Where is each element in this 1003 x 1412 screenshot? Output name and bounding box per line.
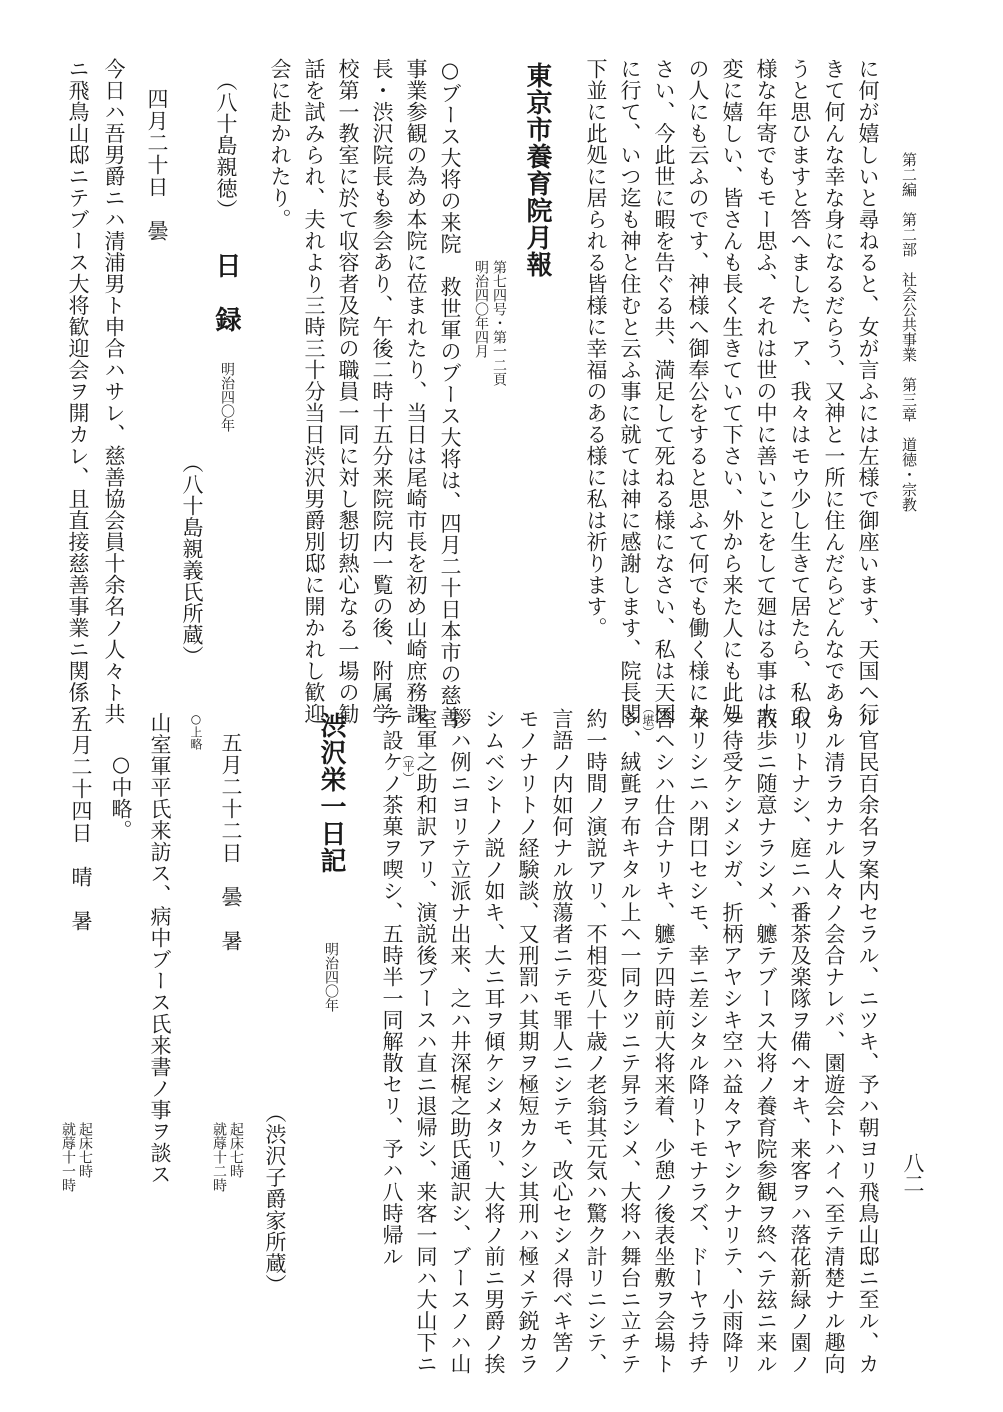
- bottom-line-1: ル官民百余名ヲ案内セラル、ニツキ、予ハ朝ヨリ飛鳥山邸ニ至ル、カ: [856, 708, 880, 1375]
- page-number: 八二: [901, 1152, 925, 1194]
- bottom-line-6: 来リシニハ閉口セシモ、幸ニ差シタル降リトモナラズ、ドーヤラ持チ: [686, 708, 710, 1375]
- entry2-time-sleep: 就蓐十一時: [60, 1122, 76, 1192]
- diary-line-1: 今日ハ吾男爵ニハ清浦男ト申合ハサレ、慈善協会員十余名ノ人々ト共: [102, 58, 126, 725]
- diary2-source: （渋沢子爵家所蔵）: [263, 1102, 287, 1296]
- top-line-9: 下並に此処に居られる皆様に幸福のある様に私は祈ります。: [584, 58, 608, 639]
- diary-line-2: ニ飛鳥山邸ニテブース大将歓迎会ヲ開カレ、且直接慈善事業ニ関係ア: [66, 58, 90, 725]
- report-line-6: 会に赴かれたり。: [268, 58, 292, 230]
- top-line-4: 様な年寄でもモー思ふ、それは世の中に善いことをして廻はる事は大: [754, 58, 778, 725]
- diary-source: （八十島親義氏所蔵）: [180, 452, 204, 667]
- report-issue: 第七四号・第一二頁: [491, 260, 507, 386]
- entry1-time-wake: 起床七時: [228, 1122, 244, 1178]
- bottom-line-4: 散歩ニ随意ナラシメ、軈テブース大将ノ養育院参観ヲ終ヘテ玆ニ来ル: [754, 708, 778, 1375]
- bottom-line-3: 取リトナシ、庭ニハ番茶及楽隊ヲ備ヘオキ、来客ヲハ落花新緑ノ園ノ: [788, 708, 812, 1375]
- top-line-1: に何が嬉しいと尋ねると、女が言ふには左様で御座います、天国へ行: [856, 58, 880, 725]
- bottom-line-7: 答ヘシハ仕合ナリキ、軈テ四時前大将来着、少憩ノ後表坐敷ヲ会場ト: [652, 708, 676, 1375]
- diary2-title: 渋沢栄一日記: [316, 712, 346, 874]
- report-line-2: 事業参観の為め本院に莅まれたり、当日は尾崎市長を初め山崎庶務課: [404, 58, 428, 725]
- top-line-2: きて何んな幸な身になるだらう、又神と一所に住んだらどんなであら: [822, 58, 846, 725]
- running-header: 第二編 第二部 社会公共事業 第三章 道徳・宗教: [900, 152, 918, 512]
- entry1-date: 五月二十二日 曇 暑: [219, 732, 243, 952]
- diary-date: 四月二十日 曇: [145, 88, 169, 242]
- bottom-line-12: シムベシトノ説ノ如キ、大ニ耳ヲ傾ケシメタリ、大将ノ前ニ男爵ノ挨: [482, 708, 506, 1375]
- report-line-1: ○ブース大将の来院 救世軍のブース大将は、四月二十日本市の慈善: [438, 58, 462, 728]
- diary-title: 日 録: [211, 252, 241, 333]
- entry2-date: 五月二十四日 晴 暑: [69, 712, 93, 932]
- bottom-line-14: 室軍之助和訳アリ、演説後ブースハ直ニ退帰シ、来客一同ハ大山下ニ: [414, 708, 438, 1375]
- ruby-annotation-hei: （平）: [401, 748, 415, 784]
- bottom-line-15: テ設ケノ茶菓ヲ喫シ、五時半一同解散セリ、予ハ八時帰ル: [380, 708, 404, 1267]
- entry1-time-sleep: 就蓐十二時: [211, 1122, 227, 1192]
- top-line-6: の人にも云ふのです、神様へ御奉公をすると思ふて何でも働く様にな: [686, 58, 710, 725]
- ruby-annotation-tai: （堪）: [641, 702, 655, 738]
- top-line-3: うと思ひますと答へました、ア、我々はモウ少し生きて居たら、私の: [788, 58, 812, 725]
- bottom-line-8: シ、絨氈ヲ布キタル上ヘ一同クツニテ昇ラシメ、大将ハ舞台ニ立チテ: [618, 708, 642, 1375]
- bottom-line-9: 約一時間ノ演説アリ、不相変八十歳ノ老翁其元気ハ驚ク計リニシテ、: [584, 708, 608, 1375]
- bottom-line-11: モノナリトノ経験談、又刑罰ハ其期ヲ極短カクシ其刑ハ極メテ鋭カラ: [516, 708, 540, 1375]
- report-line-4: 校第一教室に於て収容者及院の職員一同に対し懇切熱心なる一場の勧: [336, 58, 360, 725]
- report-line-3: 長・渋沢院長も参会あり、午後二時十五分来院院内一覧の後、附属学: [370, 58, 394, 725]
- bottom-line-5: ヲ待受ケシメシガ、折柄アヤシキ空ハ益々アヤシクナリテ、小雨降リ: [720, 708, 744, 1375]
- top-line-5: 変に嬉しい、皆さんも長く生きていて下さい、外から来た人にも此処: [720, 58, 744, 725]
- entry2-time-wake: 起床七時: [77, 1122, 93, 1178]
- top-line-7: さい、今此世に暇を告ぐる共、満足して死ねる様になさい、私は天国: [652, 58, 676, 725]
- report-title: 東京市養育院月報: [522, 62, 552, 278]
- report-date: 明治四〇年四月: [473, 260, 489, 358]
- diary-year: 明治四〇年: [219, 362, 235, 432]
- entry1-text: 山室軍平氏来訪ス、病中ブース氏来書ノ事ヲ談ス: [148, 712, 172, 1185]
- diary2-year: 明治四〇年: [323, 942, 339, 1012]
- report-line-5: 話を試みられ、夫れより三時三十分当日渋沢男爵別邸に開かれし歓迎: [302, 58, 326, 725]
- bottom-line-13: 拶ハ例ニヨリテ立派ナ出来、之ハ井深梶之助氏通訳シ、ブースノハ山: [448, 708, 472, 1375]
- ellipsis-top: ○上略: [189, 712, 203, 750]
- bottom-line-2: カル清ラカナル人々ノ会合ナレバ、園遊会トハイヘ至テ清楚ナル趣向: [822, 708, 846, 1375]
- ellipsis-mid: ○中略。: [109, 752, 133, 841]
- top-line-8: に行て、いつ迄も神と住むと云ふ事に就ては神に感謝します、院長閣: [618, 58, 642, 725]
- bottom-line-10: 言語ノ内如何ナル放蕩者ニテモ罪人ニシテモ、改心セシメ得ベキ筈ノ: [550, 708, 574, 1375]
- diary-author: （八十島親徳）: [214, 70, 238, 221]
